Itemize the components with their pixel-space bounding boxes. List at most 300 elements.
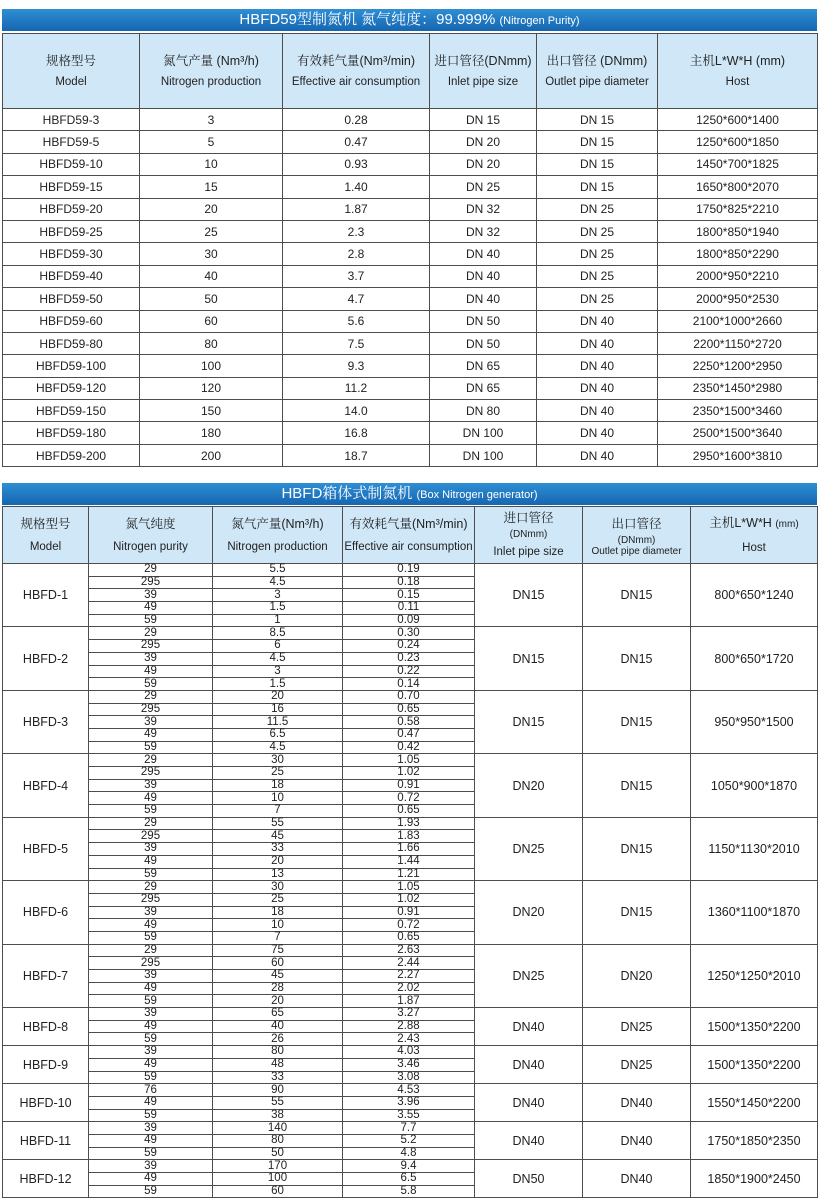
air-consumption-cell: 1.66 (343, 843, 475, 856)
model-cell: HBFD59-5 (3, 131, 140, 153)
production-cell: 80 (213, 1046, 343, 1059)
outlet-cell: DN 15 (537, 153, 658, 175)
purity-cell: 49 (89, 792, 213, 805)
model-cell: HBFD59-20 (3, 198, 140, 220)
purity-cell: 49 (89, 1096, 213, 1109)
production-cell: 16 (213, 703, 343, 716)
outlet-cell: DN20 (583, 944, 691, 1007)
table2-header-host: 主机L*W*H (mm) Host (691, 507, 818, 564)
air-consumption-cell: 1.05 (343, 881, 475, 894)
inlet-cell: DN 40 (430, 265, 537, 287)
table2-title-sub: (Box Nitrogen generator) (416, 489, 538, 501)
production-cell: 1.5 (213, 602, 343, 615)
production-cell: 50 (213, 1147, 343, 1160)
air-consumption-cell: 0.24 (343, 640, 475, 653)
outlet-cell: DN 40 (537, 444, 658, 466)
model-cell: HBFD-7 (3, 944, 89, 1007)
production-cell: 80 (213, 1134, 343, 1147)
outlet-cell: DN 40 (537, 377, 658, 399)
host-cell: 2350*1500*3460 (658, 400, 818, 422)
production-cell: 55 (213, 1096, 343, 1109)
inlet-cell: DN 20 (430, 131, 537, 153)
purity-cell: 39 (89, 970, 213, 983)
production-cell: 7 (213, 805, 343, 818)
purity-cell: 29 (89, 754, 213, 767)
model-cell: HBFD59-100 (3, 355, 140, 377)
production-cell: 60 (213, 957, 343, 970)
air-consumption-cell: 0.65 (343, 703, 475, 716)
model-cell: HBFD59-3 (3, 109, 140, 131)
outlet-cell: DN25 (583, 1046, 691, 1084)
table2-header-row (3, 507, 818, 564)
inlet-cell: DN 32 (430, 220, 537, 242)
air-consumption-cell: 1.40 (283, 176, 430, 198)
table-row (3, 131, 818, 153)
purity-cell: 39 (89, 652, 213, 665)
purity-cell: 59 (89, 931, 213, 944)
host-cell: 1360*1100*1870 (691, 881, 818, 944)
table2-title: HBFD箱体式制氮机 (281, 485, 413, 502)
model-cell: HBFD59-30 (3, 243, 140, 265)
table2-header-purity: 氮气纯度 Nitrogen purity (89, 507, 213, 564)
outlet-cell: DN15 (583, 881, 691, 944)
outlet-cell: DN 25 (537, 220, 658, 242)
table1-body (3, 109, 818, 467)
production-cell: 20 (213, 995, 343, 1008)
production-cell: 26 (213, 1033, 343, 1046)
table1-title: HBFD59型制氮机 氮气纯度：99.999% (239, 11, 496, 28)
purity-cell: 59 (89, 1147, 213, 1160)
air-consumption-cell: 9.4 (343, 1160, 475, 1173)
production-cell: 3 (213, 665, 343, 678)
air-consumption-cell: 6.5 (343, 1173, 475, 1186)
outlet-cell: DN 15 (537, 176, 658, 198)
table1-header-air-consumption: 有效耗气量(Nm³/min) Effective air consumption (283, 34, 430, 109)
purity-cell: 49 (89, 982, 213, 995)
air-consumption-cell: 18.7 (283, 444, 430, 466)
host-cell: 1250*1250*2010 (691, 944, 818, 1007)
purity-cell: 295 (89, 703, 213, 716)
inlet-cell: DN 25 (430, 176, 537, 198)
air-consumption-cell: 2.02 (343, 982, 475, 995)
air-consumption-cell: 1.44 (343, 855, 475, 868)
host-cell: 1850*1900*2450 (691, 1160, 818, 1198)
table-row (3, 817, 818, 830)
model-cell: HBFD59-50 (3, 288, 140, 310)
purity-cell: 49 (89, 1134, 213, 1147)
air-consumption-cell: 1.05 (343, 754, 475, 767)
air-consumption-cell: 5.2 (343, 1134, 475, 1147)
table-row (3, 1122, 818, 1135)
outlet-cell: DN 15 (537, 109, 658, 131)
outlet-cell: DN 25 (537, 288, 658, 310)
table-row (3, 198, 818, 220)
purity-cell: 59 (89, 1185, 213, 1198)
production-cell: 1 (213, 614, 343, 627)
inlet-cell: DN15 (475, 627, 583, 690)
table1-header-host: 主机L*W*H (mm) Host (658, 34, 818, 109)
purity-cell: 59 (89, 868, 213, 881)
purity-cell: 295 (89, 957, 213, 970)
purity-cell: 39 (89, 716, 213, 729)
production-cell: 18 (213, 906, 343, 919)
inlet-cell: DN 65 (430, 355, 537, 377)
inlet-cell: DN 65 (430, 377, 537, 399)
production-cell: 25 (213, 893, 343, 906)
inlet-cell: DN15 (475, 564, 583, 627)
table2-header-air-consumption: 有效耗气量(Nm³/min) Effective air consumption (343, 507, 475, 564)
air-consumption-cell: 0.58 (343, 716, 475, 729)
inlet-cell: DN 32 (430, 198, 537, 220)
table1-title-sub: (Nitrogen Purity) (499, 15, 580, 27)
outlet-cell: DN15 (583, 690, 691, 753)
outlet-cell: DN40 (583, 1084, 691, 1122)
purity-cell: 49 (89, 1173, 213, 1186)
production-cell: 45 (213, 970, 343, 983)
production-cell: 65 (213, 1008, 343, 1021)
air-consumption-cell: 2.88 (343, 1020, 475, 1033)
table-row (3, 564, 818, 577)
air-consumption-cell: 4.7 (283, 288, 430, 310)
purity-cell: 59 (89, 995, 213, 1008)
production-cell: 30 (140, 243, 283, 265)
air-consumption-cell: 1.21 (343, 868, 475, 881)
air-consumption-cell: 2.27 (343, 970, 475, 983)
air-consumption-cell: 0.09 (343, 614, 475, 627)
host-cell: 2200*1150*2720 (658, 332, 818, 354)
production-cell: 5 (140, 131, 283, 153)
purity-cell: 39 (89, 843, 213, 856)
production-cell: 6 (213, 640, 343, 653)
air-consumption-cell: 0.65 (343, 805, 475, 818)
table1-header-inlet: 进口管径(DNmm) Inlet pipe size (430, 34, 537, 109)
air-consumption-cell: 16.8 (283, 422, 430, 444)
model-cell: HBFD59-120 (3, 377, 140, 399)
purity-cell: 49 (89, 1020, 213, 1033)
production-cell: 90 (213, 1084, 343, 1097)
air-consumption-cell: 9.3 (283, 355, 430, 377)
table-row (3, 400, 818, 422)
purity-cell: 49 (89, 1058, 213, 1071)
table-row (3, 109, 818, 131)
air-consumption-cell: 2.8 (283, 243, 430, 265)
inlet-cell: DN 80 (430, 400, 537, 422)
air-consumption-cell: 3.27 (343, 1008, 475, 1021)
air-consumption-cell: 0.91 (343, 906, 475, 919)
production-cell: 4.5 (213, 652, 343, 665)
model-cell: HBFD59-150 (3, 400, 140, 422)
model-cell: HBFD59-25 (3, 220, 140, 242)
outlet-cell: DN 15 (537, 131, 658, 153)
purity-cell: 29 (89, 627, 213, 640)
purity-cell: 295 (89, 893, 213, 906)
host-cell: 1450*700*1825 (658, 153, 818, 175)
table1-title-bar (2, 9, 817, 31)
table-row (3, 310, 818, 332)
air-consumption-cell: 0.14 (343, 678, 475, 691)
outlet-cell: DN 40 (537, 422, 658, 444)
table2-body (3, 564, 818, 1198)
air-consumption-cell: 1.87 (343, 995, 475, 1008)
production-cell: 40 (213, 1020, 343, 1033)
table-row (3, 265, 818, 287)
host-cell: 2250*1200*2950 (658, 355, 818, 377)
table-row (3, 176, 818, 198)
model-cell: HBFD59-200 (3, 444, 140, 466)
air-consumption-cell: 0.65 (343, 931, 475, 944)
purity-cell: 39 (89, 1160, 213, 1173)
host-cell: 1800*850*2290 (658, 243, 818, 265)
production-cell: 170 (213, 1160, 343, 1173)
host-cell: 1150*1130*2010 (691, 817, 818, 880)
purity-cell: 59 (89, 678, 213, 691)
host-cell: 800*650*1720 (691, 627, 818, 690)
production-cell: 60 (213, 1185, 343, 1198)
table1-header-outlet: 出口管径 (DNmm) Outlet pipe diameter (537, 34, 658, 109)
model-cell: HBFD-11 (3, 1122, 89, 1160)
table1-header-model: 规格型号 Model (3, 34, 140, 109)
table-row (3, 1084, 818, 1097)
purity-cell: 29 (89, 944, 213, 957)
outlet-cell: DN15 (583, 817, 691, 880)
model-cell: HBFD59-180 (3, 422, 140, 444)
production-cell: 48 (213, 1058, 343, 1071)
model-cell: HBFD-1 (3, 564, 89, 627)
inlet-cell: DN20 (475, 754, 583, 817)
air-consumption-cell: 4.53 (343, 1084, 475, 1097)
air-consumption-cell: 1.83 (343, 830, 475, 843)
table-row (3, 377, 818, 399)
outlet-cell: DN25 (583, 1008, 691, 1046)
air-consumption-cell: 0.93 (283, 153, 430, 175)
air-consumption-cell: 4.03 (343, 1046, 475, 1059)
purity-cell: 59 (89, 1033, 213, 1046)
table-row (3, 881, 818, 894)
air-consumption-cell: 4.8 (343, 1147, 475, 1160)
production-cell: 120 (140, 377, 283, 399)
inlet-cell: DN 50 (430, 332, 537, 354)
air-consumption-cell: 0.22 (343, 665, 475, 678)
inlet-cell: DN20 (475, 881, 583, 944)
purity-cell: 49 (89, 728, 213, 741)
inlet-cell: DN40 (475, 1046, 583, 1084)
host-cell: 2350*1450*2980 (658, 377, 818, 399)
production-cell: 15 (140, 176, 283, 198)
purity-cell: 59 (89, 614, 213, 627)
production-cell: 11.5 (213, 716, 343, 729)
model-cell: HBFD-10 (3, 1084, 89, 1122)
outlet-cell: DN40 (583, 1122, 691, 1160)
inlet-cell: DN 40 (430, 288, 537, 310)
table2-header-outlet: 出口管径 (DNmm) Outlet pipe diameter (583, 507, 691, 564)
inlet-cell: DN 100 (430, 422, 537, 444)
air-consumption-cell: 1.93 (343, 817, 475, 830)
table-row (3, 1046, 818, 1059)
host-cell: 1750*825*2210 (658, 198, 818, 220)
host-cell: 1550*1450*2200 (691, 1084, 818, 1122)
air-consumption-cell: 0.72 (343, 792, 475, 805)
production-cell: 13 (213, 868, 343, 881)
model-cell: HBFD-9 (3, 1046, 89, 1084)
model-cell: HBFD-3 (3, 690, 89, 753)
purity-cell: 29 (89, 690, 213, 703)
air-consumption-cell: 14.0 (283, 400, 430, 422)
table-row (3, 332, 818, 354)
model-cell: HBFD-4 (3, 754, 89, 817)
air-consumption-cell: 0.47 (343, 728, 475, 741)
model-cell: HBFD-12 (3, 1160, 89, 1198)
production-cell: 200 (140, 444, 283, 466)
inlet-cell: DN 50 (430, 310, 537, 332)
production-cell: 10 (213, 792, 343, 805)
production-cell: 6.5 (213, 728, 343, 741)
production-cell: 75 (213, 944, 343, 957)
production-cell: 25 (213, 767, 343, 780)
air-consumption-cell: 0.72 (343, 919, 475, 932)
outlet-cell: DN 40 (537, 400, 658, 422)
table-row (3, 627, 818, 640)
purity-cell: 29 (89, 564, 213, 577)
host-cell: 1050*900*1870 (691, 754, 818, 817)
table-row (3, 944, 818, 957)
purity-cell: 39 (89, 1122, 213, 1135)
air-consumption-cell: 2.63 (343, 944, 475, 957)
purity-cell: 29 (89, 817, 213, 830)
production-cell: 28 (213, 982, 343, 995)
table-row (3, 355, 818, 377)
host-cell: 2000*950*2530 (658, 288, 818, 310)
table-row (3, 444, 818, 466)
air-consumption-cell: 1.87 (283, 198, 430, 220)
production-cell: 55 (213, 817, 343, 830)
air-consumption-cell: 3.55 (343, 1109, 475, 1122)
host-cell: 2100*1000*2660 (658, 310, 818, 332)
purity-cell: 49 (89, 855, 213, 868)
outlet-cell: DN 40 (537, 332, 658, 354)
air-consumption-cell: 3.7 (283, 265, 430, 287)
production-cell: 25 (140, 220, 283, 242)
air-consumption-cell: 7.5 (283, 332, 430, 354)
purity-cell: 29 (89, 881, 213, 894)
air-consumption-cell: 0.11 (343, 602, 475, 615)
nitrogen-spec-table-hbfd59 (2, 33, 818, 467)
production-cell: 33 (213, 843, 343, 856)
air-consumption-cell: 5.8 (343, 1185, 475, 1198)
air-consumption-cell: 3.08 (343, 1071, 475, 1084)
air-consumption-cell: 0.91 (343, 779, 475, 792)
outlet-cell: DN15 (583, 627, 691, 690)
model-cell: HBFD-6 (3, 881, 89, 944)
production-cell: 20 (140, 198, 283, 220)
table-row (3, 1008, 818, 1021)
production-cell: 38 (213, 1109, 343, 1122)
production-cell: 180 (140, 422, 283, 444)
production-cell: 100 (213, 1173, 343, 1186)
outlet-cell: DN 40 (537, 310, 658, 332)
table-row (3, 1160, 818, 1173)
purity-cell: 39 (89, 589, 213, 602)
host-cell: 2500*1500*3640 (658, 422, 818, 444)
air-consumption-cell: 2.3 (283, 220, 430, 242)
host-cell: 1800*850*1940 (658, 220, 818, 242)
host-cell: 2950*1600*3810 (658, 444, 818, 466)
host-cell: 1650*800*2070 (658, 176, 818, 198)
production-cell: 4.5 (213, 576, 343, 589)
production-cell: 7 (213, 931, 343, 944)
outlet-cell: DN15 (583, 564, 691, 627)
outlet-cell: DN15 (583, 754, 691, 817)
air-consumption-cell: 0.42 (343, 741, 475, 754)
production-cell: 10 (140, 153, 283, 175)
air-consumption-cell: 5.6 (283, 310, 430, 332)
production-cell: 45 (213, 830, 343, 843)
purity-cell: 39 (89, 1046, 213, 1059)
inlet-cell: DN 40 (430, 243, 537, 265)
purity-cell: 59 (89, 741, 213, 754)
production-cell: 20 (213, 690, 343, 703)
air-consumption-cell: 0.70 (343, 690, 475, 703)
model-cell: HBFD59-80 (3, 332, 140, 354)
purity-cell: 295 (89, 830, 213, 843)
outlet-cell: DN 25 (537, 243, 658, 265)
production-cell: 150 (140, 400, 283, 422)
purity-cell: 76 (89, 1084, 213, 1097)
purity-cell: 59 (89, 805, 213, 818)
table-row (3, 690, 818, 703)
table-row (3, 422, 818, 444)
production-cell: 3 (140, 109, 283, 131)
purity-cell: 49 (89, 919, 213, 932)
production-cell: 5.5 (213, 564, 343, 577)
air-consumption-cell: 0.23 (343, 652, 475, 665)
table2-title-bar (2, 483, 817, 505)
production-cell: 50 (140, 288, 283, 310)
table-row (3, 754, 818, 767)
table-row (3, 153, 818, 175)
host-cell: 800*650*1240 (691, 564, 818, 627)
air-consumption-cell: 0.47 (283, 131, 430, 153)
host-cell: 1750*1850*2350 (691, 1122, 818, 1160)
purity-cell: 39 (89, 779, 213, 792)
inlet-cell: DN 15 (430, 109, 537, 131)
inlet-cell: DN 20 (430, 153, 537, 175)
production-cell: 40 (140, 265, 283, 287)
air-consumption-cell: 0.18 (343, 576, 475, 589)
outlet-cell: DN 40 (537, 355, 658, 377)
table-row (3, 243, 818, 265)
model-cell: HBFD-5 (3, 817, 89, 880)
model-cell: HBFD59-15 (3, 176, 140, 198)
outlet-cell: DN40 (583, 1160, 691, 1198)
inlet-cell: DN40 (475, 1008, 583, 1046)
table-row (3, 288, 818, 310)
production-cell: 100 (140, 355, 283, 377)
inlet-cell: DN 100 (430, 444, 537, 466)
air-consumption-cell: 0.15 (343, 589, 475, 602)
purity-cell: 59 (89, 1071, 213, 1084)
host-cell: 950*950*1500 (691, 690, 818, 753)
table1-header-production: 氮气产量 (Nm³/h) Nitrogen production (140, 34, 283, 109)
purity-cell: 295 (89, 576, 213, 589)
host-cell: 1500*1350*2200 (691, 1008, 818, 1046)
production-cell: 30 (213, 754, 343, 767)
inlet-cell: DN40 (475, 1084, 583, 1122)
table1-header-row (3, 34, 818, 109)
host-cell: 1250*600*1850 (658, 131, 818, 153)
production-cell: 8.5 (213, 627, 343, 640)
table2-header-inlet: 进口管径 (DNmm) Inlet pipe size (475, 507, 583, 564)
production-cell: 1.5 (213, 678, 343, 691)
